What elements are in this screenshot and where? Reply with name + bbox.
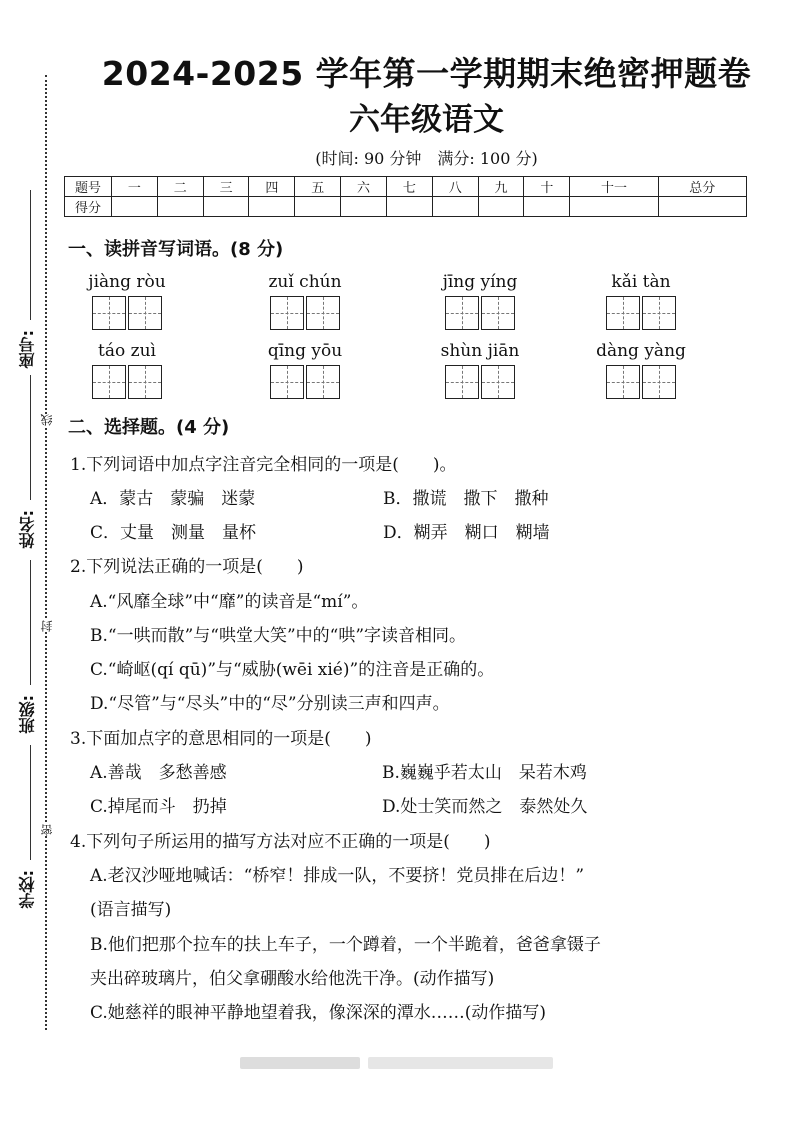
score-col: 总分 — [658, 177, 746, 197]
score-col: 二 — [157, 177, 203, 197]
q2-option-b[interactable]: B.“一哄而散”与“哄堂大笑”中的“哄”字读音相同。 — [90, 626, 467, 646]
score-table — [64, 176, 747, 217]
score-cell[interactable] — [386, 197, 432, 217]
pinyin-item — [420, 272, 540, 330]
pinyin-item — [581, 341, 701, 399]
class-label: 班级: — [18, 695, 37, 734]
score-cell[interactable] — [432, 197, 478, 217]
section1-heading: 一、读拼音写词语。(8 分) — [68, 239, 284, 260]
q1-option-a[interactable]: A．蒙古 蒙骗 迷蒙 — [90, 489, 256, 509]
pinyin-text: shùn jiān — [440, 341, 520, 361]
school-blank — [30, 745, 31, 860]
blurred-footer-text — [240, 1057, 360, 1069]
question-1: 1.下列词语中加点字注音完全相同的一项是( )。 — [70, 455, 457, 475]
pinyin-text: jiàng ròu — [88, 272, 166, 292]
score-cell[interactable] — [341, 197, 387, 217]
seat-label: 座号: — [18, 330, 37, 369]
writing-box[interactable] — [606, 296, 640, 330]
school-label: 学校: — [18, 870, 37, 909]
blurred-footer-text — [368, 1057, 553, 1069]
writing-box[interactable] — [606, 365, 640, 399]
score-cell[interactable] — [478, 197, 524, 217]
binding-dotted-line — [45, 75, 47, 1030]
writing-box[interactable] — [92, 296, 126, 330]
pinyin-item — [420, 341, 540, 399]
exam-title: 2024-2025 学年第一学期期末绝密押题卷 — [101, 54, 752, 93]
score-col: 七 — [386, 177, 432, 197]
writing-box[interactable] — [481, 365, 515, 399]
writing-box[interactable] — [642, 365, 676, 399]
q1-option-d[interactable]: D．糊弄 糊口 糊墙 — [383, 523, 550, 543]
pinyin-text: jīng yíng — [442, 272, 518, 292]
score-cell[interactable] — [249, 197, 295, 217]
pinyin-text: dàng yàng — [596, 341, 686, 361]
score-col: 八 — [432, 177, 478, 197]
pinyin-text: kǎi tàn — [611, 272, 671, 292]
pinyin-text: táo zuì — [98, 341, 156, 361]
score-table-row-label: 得分 — [65, 197, 112, 217]
writing-box[interactable] — [128, 365, 162, 399]
seat-blank — [30, 190, 31, 320]
pinyin-item — [67, 341, 187, 399]
pinyin-item — [67, 272, 187, 330]
exam-subtitle: 六年级语文 — [349, 102, 504, 138]
writing-box[interactable] — [642, 296, 676, 330]
pinyin-text: qīng yōu — [267, 341, 343, 361]
q4-option-b-cont: 夹出碎玻璃片，伯父拿硼酸水给他洗干净。(动作描写) — [90, 969, 495, 989]
q3-option-d[interactable]: D.处士笑而然之 泰然处久 — [382, 797, 588, 817]
q2-option-c[interactable]: C.“崎岖(qí qū)”与“威胁(wēi xié)”的注音是正确的。 — [90, 660, 495, 680]
score-col: 十 — [524, 177, 570, 197]
score-cell[interactable] — [524, 197, 570, 217]
score-col: 四 — [249, 177, 295, 197]
q2-option-a[interactable]: A.“风靡全球”中“靡”的读音是“mí”。 — [90, 592, 369, 612]
score-col: 五 — [295, 177, 341, 197]
pinyin-item — [245, 272, 365, 330]
writing-box[interactable] — [92, 365, 126, 399]
q4-option-a[interactable]: A.老汉沙哑地喊话：“桥窄！排成一队，不要挤！党员排在后边！” — [90, 866, 585, 886]
name-label: 姓名: — [18, 510, 37, 549]
seal-char-feng: 封 — [40, 620, 54, 632]
q4-option-b[interactable]: B.他们把那个拉车的扶上车子，一个蹲着，一个半跪着，爸爸拿镊子 — [90, 935, 601, 955]
score-cell[interactable] — [157, 197, 203, 217]
score-col: 九 — [478, 177, 524, 197]
writing-box[interactable] — [306, 296, 340, 330]
pinyin-text: zuǐ chún — [268, 272, 342, 292]
q2-option-d[interactable]: D.“尽管”与“尽头”中的“尽”分别读三声和四声。 — [90, 694, 450, 714]
q3-option-a[interactable]: A.善哉 多愁善感 — [90, 763, 227, 783]
exam-meta: (时间: 90 分钟 满分: 100 分) — [315, 149, 538, 168]
score-table-header-row — [65, 177, 747, 197]
q1-option-c[interactable]: C．丈量 测量 量杯 — [90, 523, 257, 543]
writing-box[interactable] — [270, 365, 304, 399]
score-col: 一 — [112, 177, 158, 197]
q3-option-c[interactable]: C.掉尾而斗 扔掉 — [90, 797, 227, 817]
binding-strip — [0, 0, 60, 1122]
score-table-row-label: 题号 — [65, 177, 112, 197]
q4-option-c[interactable]: C.她慈祥的眼神平静地望着我，像深深的潭水……(动作描写) — [90, 1003, 547, 1023]
section2-heading: 二、选择题。(4 分) — [68, 417, 230, 438]
question-4: 4.下列句子所运用的描写方法对应不正确的一项是( ) — [70, 832, 491, 852]
q1-option-b[interactable]: B．撒谎 撒下 撒种 — [383, 489, 549, 509]
seal-char-mi: 密 — [40, 824, 54, 836]
score-cell[interactable] — [570, 197, 658, 217]
score-col: 三 — [203, 177, 249, 197]
writing-box[interactable] — [306, 365, 340, 399]
writing-box[interactable] — [270, 296, 304, 330]
writing-box[interactable] — [128, 296, 162, 330]
question-2: 2.下列说法正确的一项是( ) — [70, 557, 304, 577]
pinyin-item — [245, 341, 365, 399]
q3-option-b[interactable]: B.巍巍乎若太山 呆若木鸡 — [382, 763, 587, 783]
writing-box[interactable] — [445, 296, 479, 330]
question-3: 3.下面加点字的意思相同的一项是( ) — [70, 729, 372, 749]
score-col: 十一 — [570, 177, 658, 197]
score-cell[interactable] — [112, 197, 158, 217]
score-cell[interactable] — [658, 197, 746, 217]
writing-box[interactable] — [445, 365, 479, 399]
score-col: 六 — [341, 177, 387, 197]
seal-char-xian: 线 — [40, 414, 54, 426]
score-table-score-row — [65, 197, 747, 217]
pinyin-item — [581, 272, 701, 330]
q4-option-a-note: (语言描写) — [90, 900, 172, 920]
name-blank — [30, 375, 31, 500]
score-cell[interactable] — [295, 197, 341, 217]
class-blank — [30, 560, 31, 685]
score-cell[interactable] — [203, 197, 249, 217]
writing-box[interactable] — [481, 296, 515, 330]
